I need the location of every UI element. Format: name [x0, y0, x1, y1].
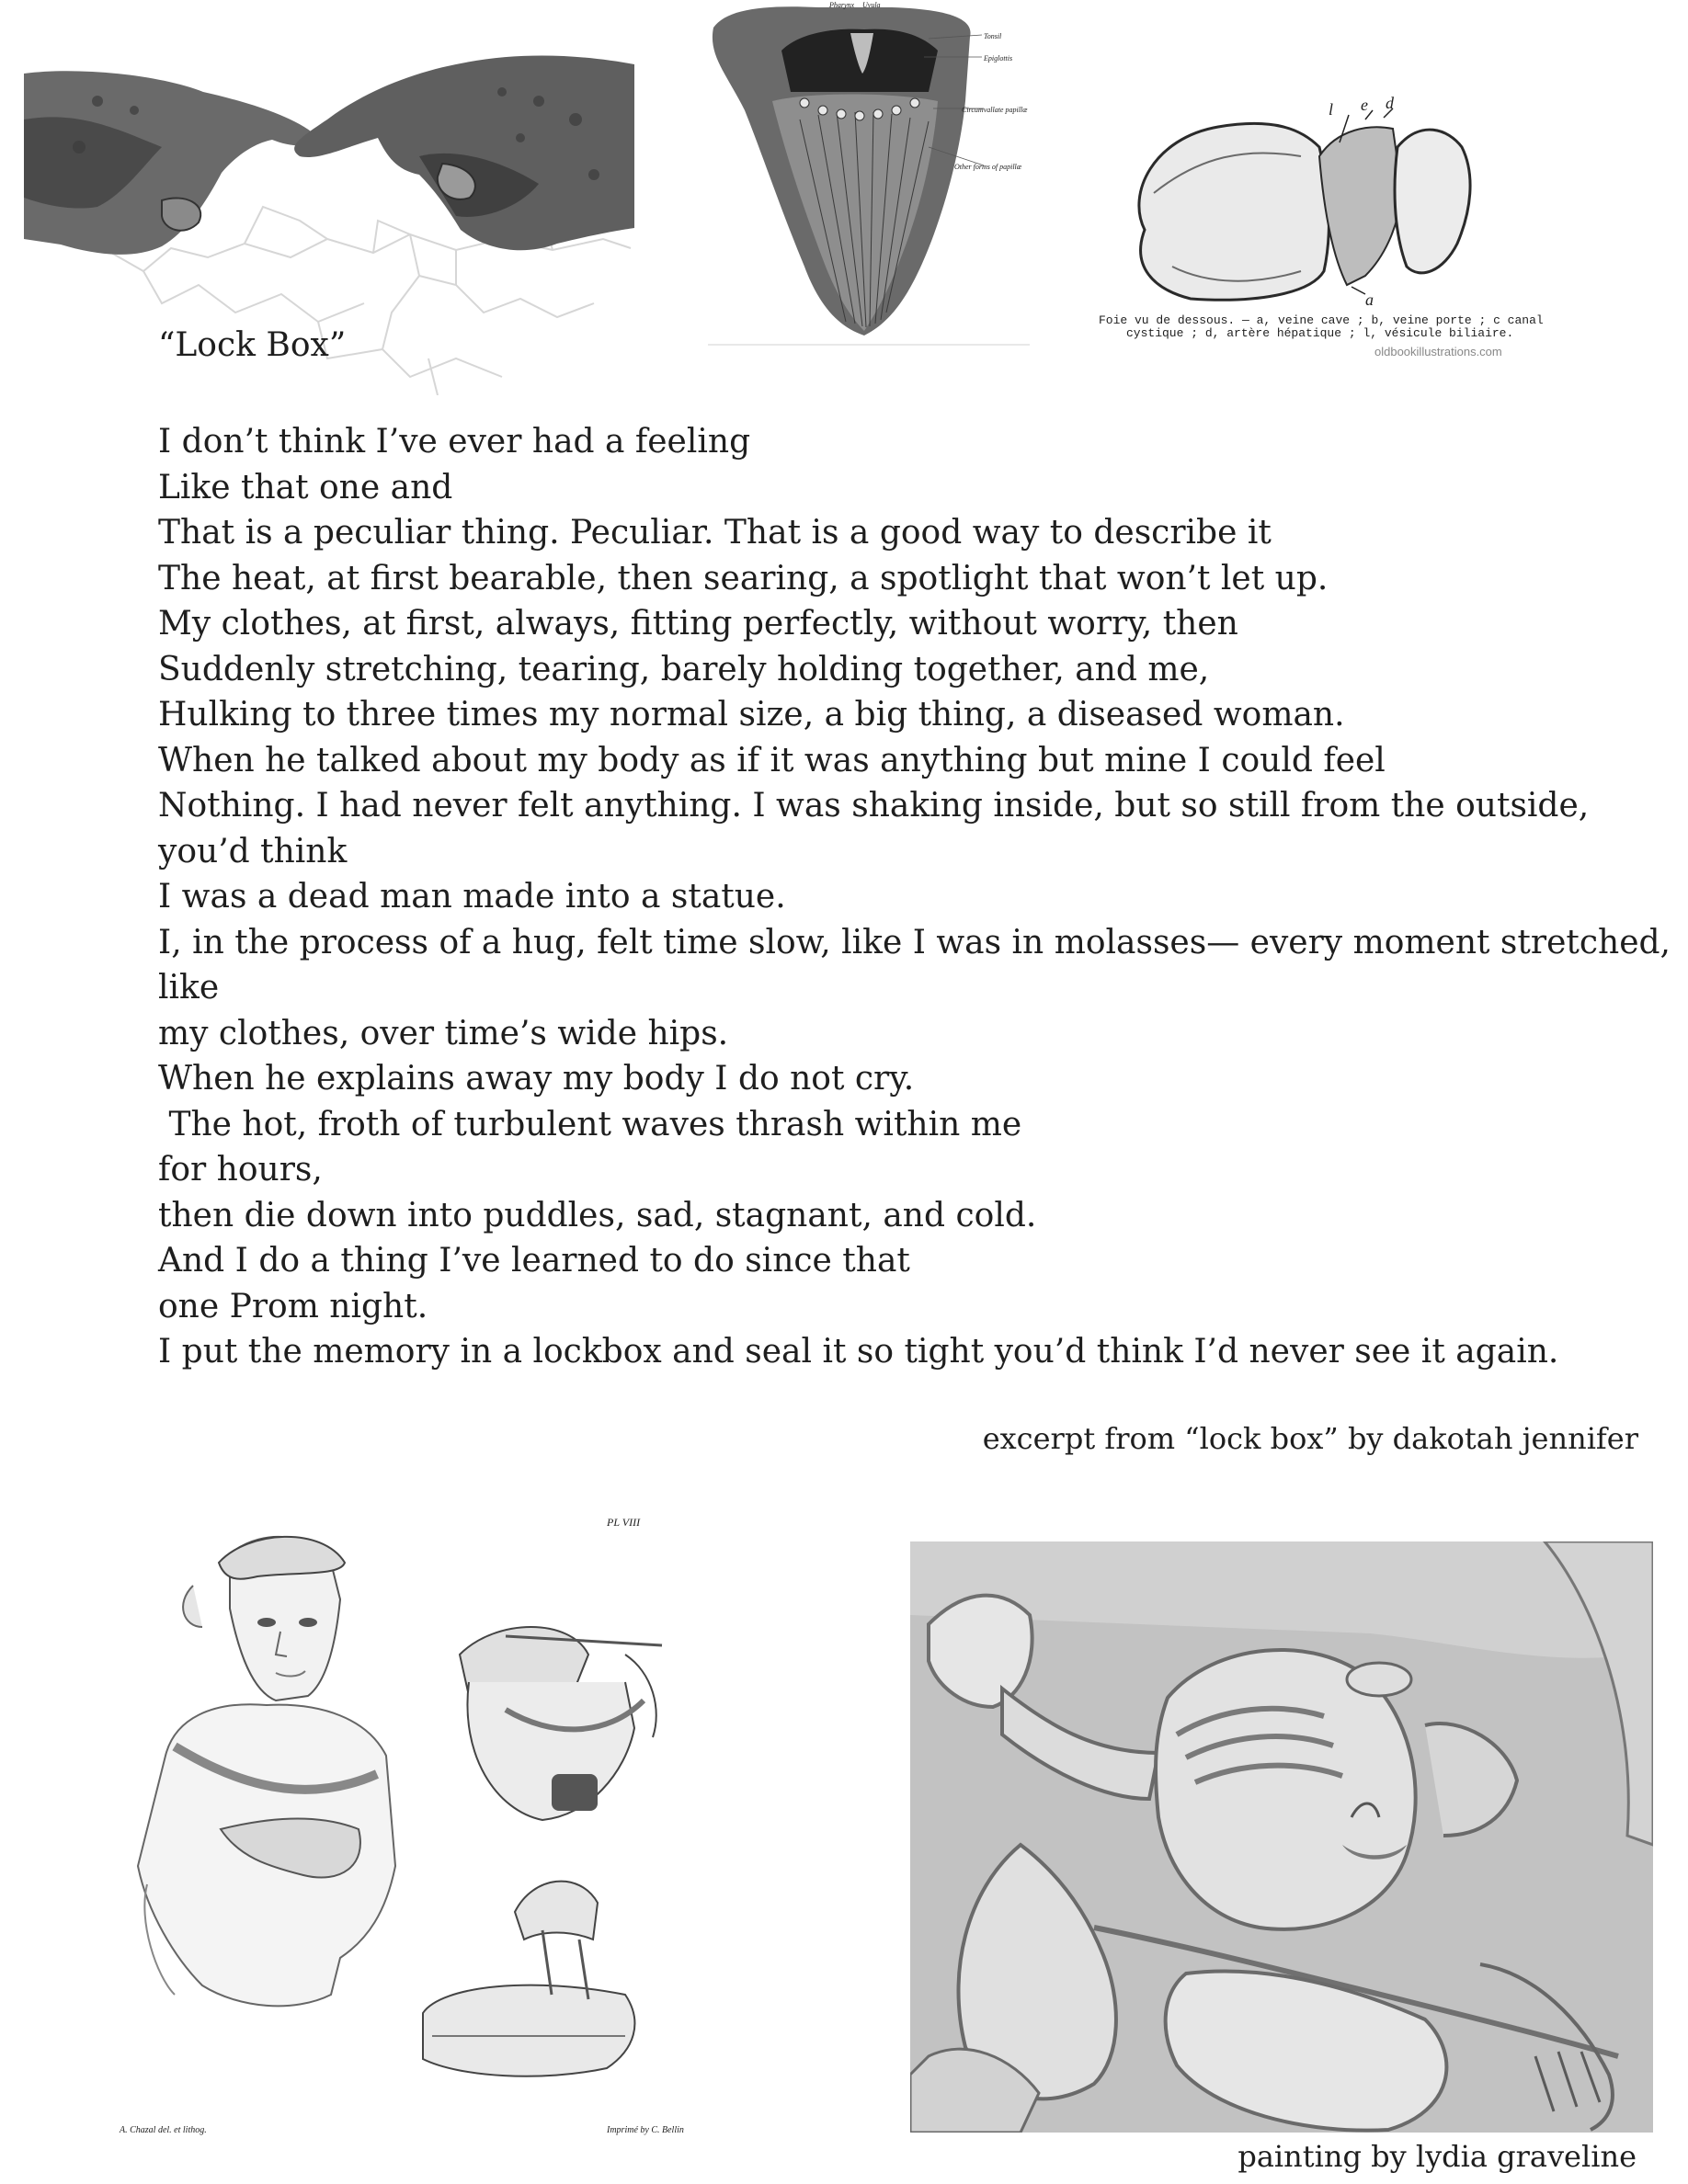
poem-title: “Lock Box”: [158, 326, 347, 364]
poem-line: my clothes, over time’s wide hips.: [158, 1014, 729, 1052]
tongue-label-epiglottis: Epiglottis: [984, 54, 1013, 63]
poem-line: My clothes, at first, always, fitting perfectly, without worry, then: [158, 605, 1238, 643]
poem-line: Hulking to three times my normal size, a big thing, a diseased woman.: [158, 696, 1345, 734]
liver-letter-a: a: [1365, 290, 1374, 309]
brace-plate-drawing: [110, 1498, 754, 2151]
tongue-label-pharynx: Pharynx: [829, 1, 855, 9]
tongue-label-other-papillae: Other forms of papillæ: [954, 163, 1022, 171]
poem-attribution: excerpt from “lock box” by dakotah jennifer: [982, 1421, 1638, 1456]
painting-credit: painting by lydia graveline: [1237, 2139, 1637, 2174]
tongue-anatomy-engraving: [708, 0, 1030, 347]
tongue-label-uvula: Uvula: [862, 1, 881, 9]
painting-drawing: [910, 1541, 1653, 2133]
poem-line: That is a peculiar thing. Peculiar. That is a good way to describe it: [158, 514, 1272, 552]
liver-anatomy-engraving: [1089, 92, 1568, 368]
tongue-label-tonsil: Tonsil: [984, 32, 1002, 40]
poem-line: When he talked about my body as if it was anything but mine I could feel: [158, 741, 1386, 779]
poem-line: Like that one and: [158, 468, 453, 506]
poem-line: for hours,: [158, 1151, 323, 1189]
poem-line: Suddenly stretching, tearing, barely holding together, and me,: [158, 650, 1210, 688]
liver-letter-e: e: [1361, 96, 1368, 114]
poem-line: then die down into puddles, sad, stagnant, and cold.: [158, 1196, 1037, 1234]
poem-line: one Prom night.: [158, 1287, 428, 1325]
liver-source-credit: oldbookillustrations.com: [1374, 345, 1502, 358]
poem-line: I put the memory in a lockbox and seal it so tight you’d think I’d never see it again.: [158, 1333, 1559, 1371]
orthopedic-brace-plate: [110, 1498, 754, 2151]
liver-letter-d: d: [1386, 94, 1394, 112]
plate-label: PL VIII: [607, 1516, 641, 1529]
poem-line: I, in the process of a hug, felt time slow, like I was in molasses— every moment stretched,: [158, 923, 1671, 961]
poem-line: The hot, froth of turbulent waves thrash within me: [158, 1105, 1022, 1143]
poem-line: And I do a thing I’ve learned to do since that: [158, 1242, 910, 1280]
poem-line: you’d think: [158, 832, 348, 870]
tongue-label-circumvallate: Circumvallate papillæ: [962, 106, 1028, 114]
liver-caption-line1: Foie vu de dessous. — a, veine cave ; b, veine porte ; c canal: [1099, 313, 1544, 327]
painting: [910, 1541, 1653, 2133]
liver-letter-l: l: [1329, 100, 1334, 119]
liver-caption-line2: cystique ; d, artère hépatique ; l, vésicule biliaire.: [1126, 326, 1514, 340]
poem-line: Nothing. I had never felt anything. I was shaking inside, but so still from the outside,: [158, 787, 1590, 825]
poem-body: [158, 419, 1671, 1375]
poem-line: I was a dead man made into a statue.: [158, 878, 786, 916]
tongue-drawing: [708, 0, 1030, 347]
poem-line: I don’t think I’ve ever had a feeling: [158, 423, 751, 461]
plate-credit-left: A. Chazal del. et lithog.: [120, 2125, 207, 2135]
liver-drawing: [1089, 92, 1568, 368]
poem-line: When he explains away my body I do not cry.: [158, 1060, 915, 1098]
poem-line: like: [158, 969, 220, 1007]
plate-credit-right: Imprimé by C. Bellin: [607, 2125, 684, 2135]
poem-line: The heat, at first bearable, then searing, a spotlight that won’t let up.: [158, 559, 1329, 597]
